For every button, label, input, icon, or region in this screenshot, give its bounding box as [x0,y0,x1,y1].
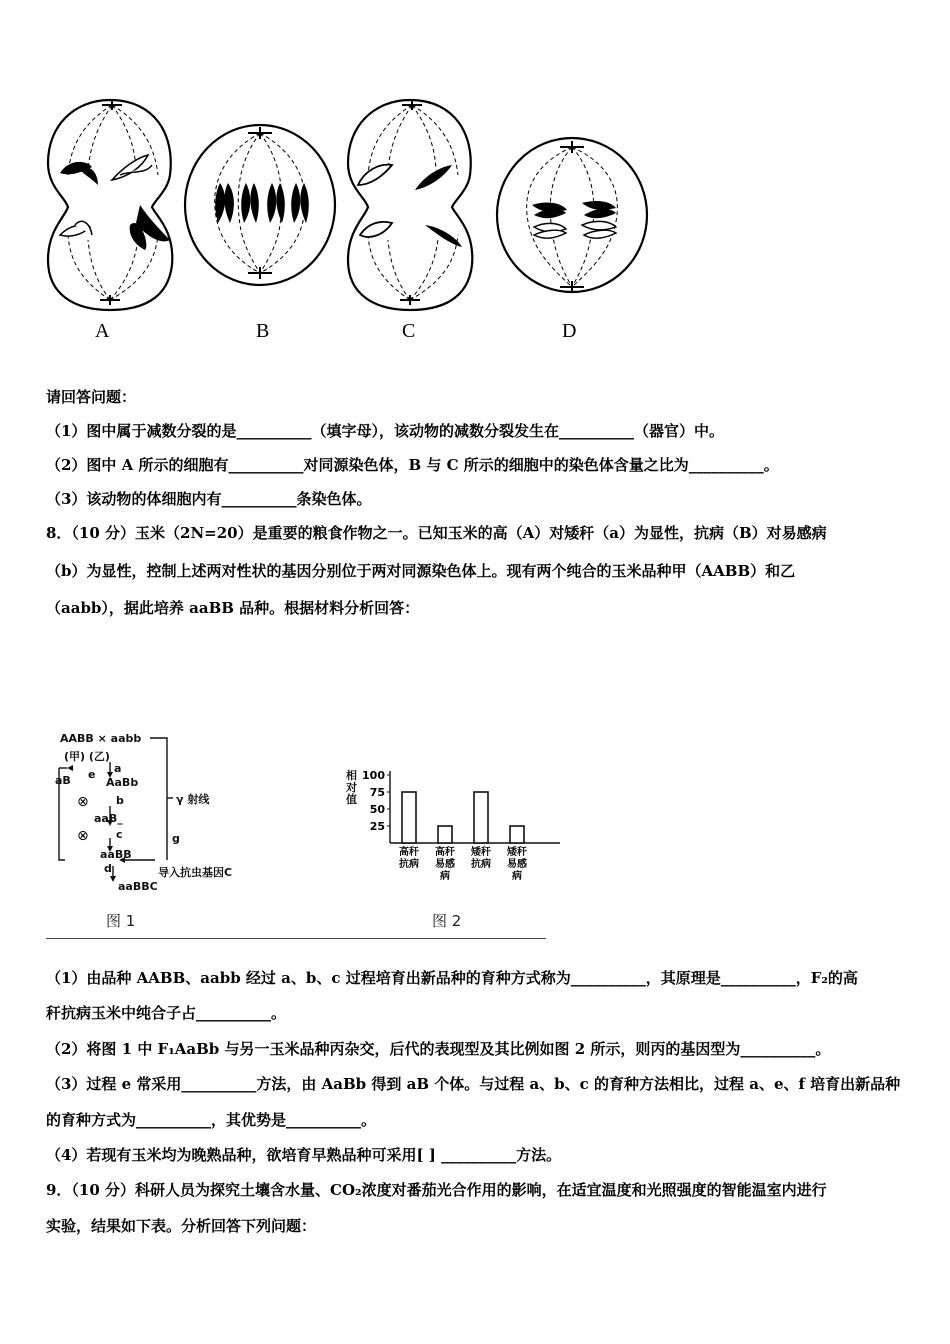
q8-sub4: （4）若现有玉米均为晚熟品种，欲培育早熟品种可采用[ ] __________方法。 [46,1146,562,1164]
fig1-parents: (甲) (乙) [64,750,110,763]
svg-text:⊗: ⊗ [77,828,89,844]
q7-intro: 请回答问题： [46,388,137,406]
q8-sub3-line1: （3）过程 e 常采用__________方法，由 AaBb 得到 aB 个体。与过程 a、b、c 的育种方法相比，过程 a、e、f 培育出新品种 [46,1075,901,1093]
cell-B [185,125,335,285]
y-tick-label: 50 [369,803,385,816]
bar [402,792,416,843]
category-label: 病 [440,871,450,882]
fig1-aabbc: aaBBC [118,880,158,893]
cell-label-d: D [562,320,577,342]
q9-stem-line2: 实验，结果如下表。分析回答下列问题： [46,1217,317,1235]
bar [438,826,452,843]
category-label: 抗病 [399,859,419,870]
y-tick-label: 25 [369,820,385,833]
figure-separator [46,938,546,939]
fig1-gamma: γ 射线 [176,793,210,806]
cell-division-figure [40,95,650,350]
bar [474,792,488,843]
q8-sub1-line2: 秆抗病玉米中纯合子占__________。 [46,1004,287,1022]
q9-stem-line1: 9．（10 分）科研人员为探究土壤含水量、CO₂浓度对番茄光合作用的影响，在适宜温度和光照强度的智能温室内进行 [46,1181,827,1199]
cell-D [497,138,647,293]
y-tick-label: 100 [362,769,385,782]
fig2-ylabel: 相对值 [346,769,357,806]
q8-stem-line1: 8．（10 分）玉米（2N=20）是重要的粮食作物之一。已知玉米的高（A）对矮秆（a）为显性，抗病（B）对易感病 [46,524,827,542]
fig1-d: d [104,862,112,875]
fig1-aabb: aaBB [100,848,132,861]
cell-label-c: C [402,320,416,342]
q8-sub1-line1: （1）由品种 AABB、aabb 经过 a、b、c 过程培育出新品种的育种方式称为__________，其原理是__________，F₂的高 [46,969,858,987]
cell-label-a: A [95,320,110,342]
q7-sub2: （2）图中 A 所示的细胞有__________对同源染色体，B 与 C 所示的细胞中的染色体含量之比为__________。 [46,456,779,474]
category-label: 矮秆 [471,847,491,858]
fig1-f1: AaBb [106,776,139,789]
fig1-ab: aB [55,774,71,787]
q7-sub1: （1）图中属于减数分裂的是__________（填字母），该动物的减数分裂发生在__________（器官）中。 [46,422,724,440]
fig1-e: e [88,768,96,781]
fig2-caption: 图 2 [432,912,462,930]
bar-chart [360,765,560,895]
fig1-step-b: b [116,794,124,807]
fig1-import: 导入抗虫基因C [158,866,233,879]
svg-text:⊗: ⊗ [77,794,89,810]
cell-C [348,100,472,310]
fig1-aab: aaB_ [94,812,123,825]
category-label: 矮秆 [507,847,527,858]
bar [510,826,524,843]
fig1-g: g [172,832,180,845]
category-label: 易感 [435,859,455,870]
q8-stem-line3: （aabb），据此培养 aaBB 品种。根据材料分析回答： [46,599,420,617]
cell-A [48,100,172,310]
category-label: 高秆 [435,847,455,858]
q8-sub3-line2: 的育种方式为__________，其优势是__________。 [46,1111,377,1129]
fig1-caption: 图 1 [106,912,136,930]
category-label: 高秆 [399,847,419,858]
q7-sub3: （3）该动物的体细胞内有__________条染色体。 [46,490,372,508]
category-label: 抗病 [471,859,491,870]
fig1-step-a: a [114,762,122,775]
fig1-step-c: c [116,828,123,841]
q8-stem-line2: （b）为显性，控制上述两对性状的基因分别位于两对同源染色体上。现有两个纯合的玉米品种甲（AABB）和乙 [46,562,796,580]
q8-sub2: （2）将图 1 中 F₁AaBb 与另一玉米品种丙杂交，后代的表现型及其比例如图 2 所示，则丙的基因型为__________。 [46,1040,831,1058]
category-label: 易感 [507,859,527,870]
category-label: 病 [512,871,522,882]
y-tick-label: 75 [369,786,385,799]
fig1-cross: AABB × aabb [60,732,142,745]
cell-label-b: B [256,320,270,342]
